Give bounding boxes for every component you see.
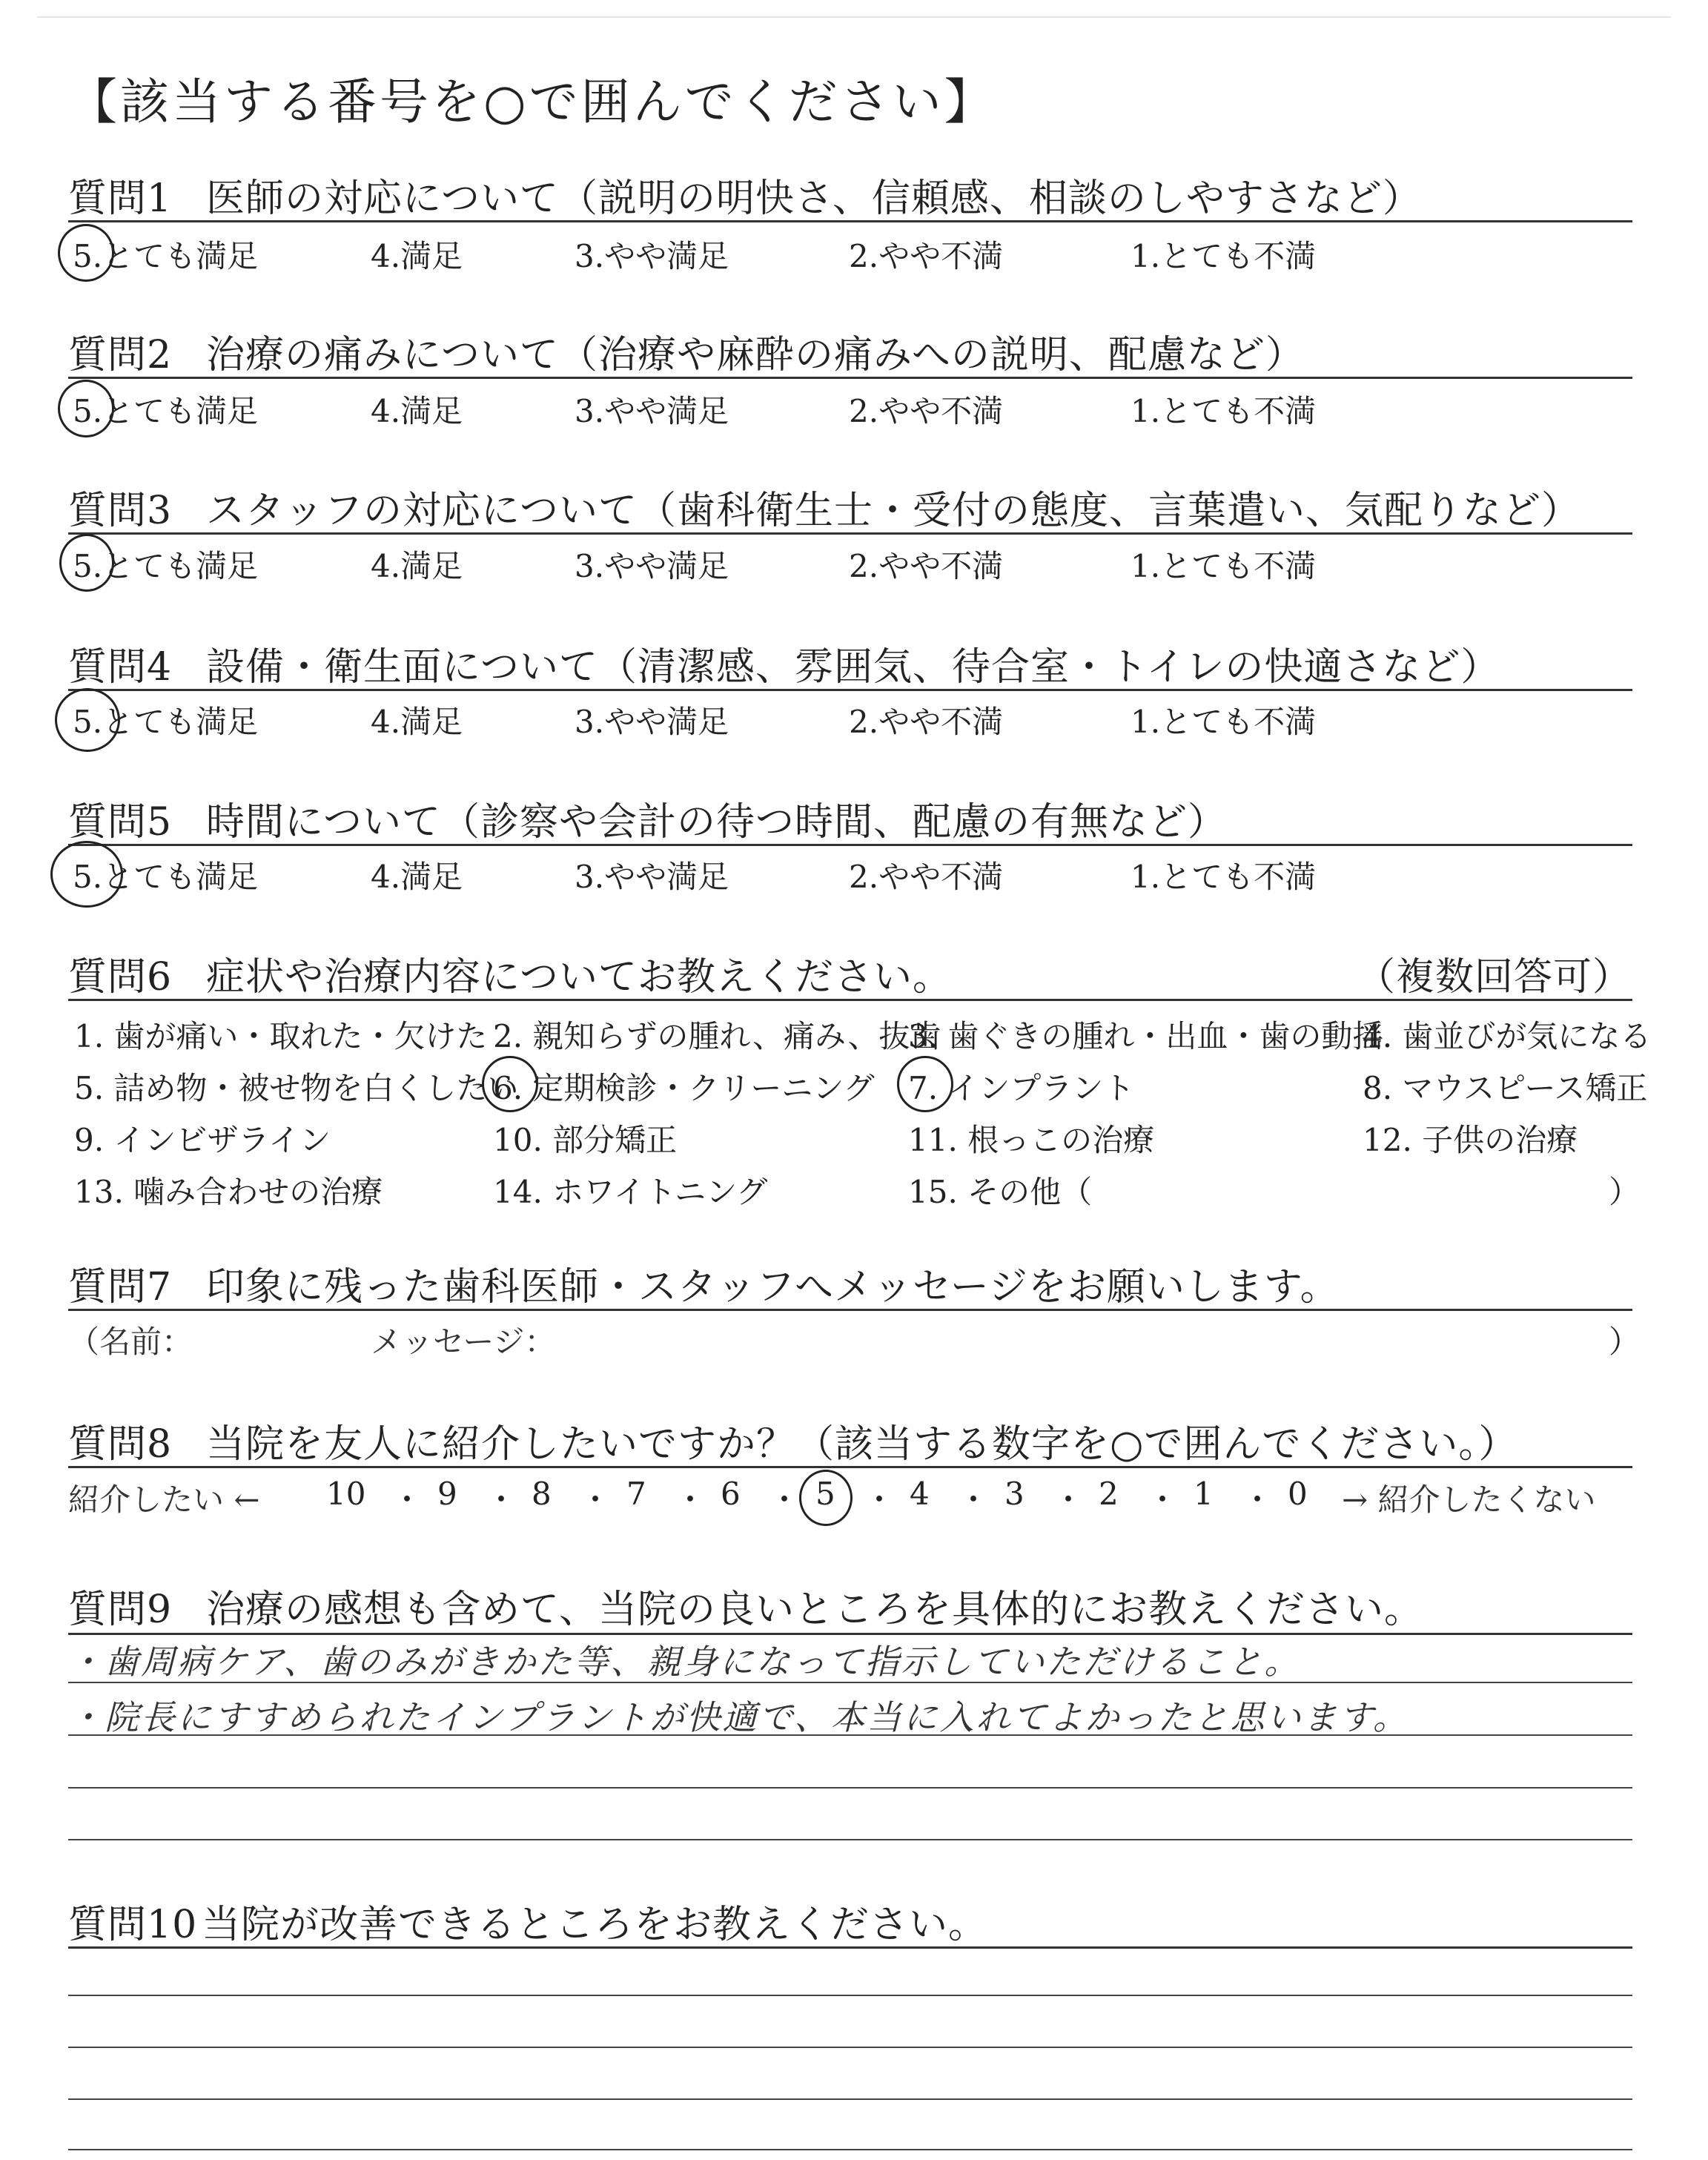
q4-option-4[interactable]: 4.満足 — [371, 704, 463, 740]
q6-label: 質問6 — [68, 955, 173, 1000]
q6-option-8[interactable]: 8. マウスピース矯正 — [1363, 1070, 1648, 1106]
q6-option-7[interactable]: 7. インプラント — [908, 1070, 1135, 1106]
q8-score-7[interactable]: 7 — [626, 1476, 646, 1512]
q4-option-2[interactable]: 2.やや不満 — [849, 704, 1004, 740]
q10-answer-rule-2 — [68, 2047, 1632, 2048]
q5-selected-circle — [50, 841, 123, 908]
q8-score-5[interactable]: 5 — [815, 1476, 835, 1512]
q6-option-6[interactable]: 6. 定期検診・クリーニング — [493, 1070, 875, 1106]
q5-rule — [68, 844, 1632, 846]
q10-rule — [68, 1946, 1632, 1949]
q5-option-5[interactable]: 5.とても満足 — [73, 859, 259, 895]
q3-option-3[interactable]: 3.やや満足 — [575, 548, 729, 584]
q2-selected-circle — [58, 380, 114, 437]
q8-separator: ・ — [1147, 1482, 1179, 1518]
q6-option-4[interactable]: 4. 歯並びが気になる — [1363, 1018, 1652, 1054]
q3-label: 質問3 — [68, 489, 173, 533]
q6-text: 症状や治療内容についてお教えください。 — [206, 955, 952, 1000]
q9-text: 治療の感想も含めて、当院の良いところを具体的にお教えください。 — [206, 1588, 1423, 1632]
q3-option-1[interactable]: 1.とても不満 — [1131, 548, 1317, 584]
q10-answer-rule-1 — [68, 1995, 1632, 1996]
q8-score-0[interactable]: 0 — [1288, 1476, 1308, 1512]
q8-rule — [68, 1466, 1632, 1468]
q8-text: 当院を友人に紹介したいですか？（該当する数字を○で囲んでください。） — [206, 1422, 1518, 1467]
q10-answer-rule-3 — [68, 2098, 1632, 2100]
q7-text: 印象に残った歯科医師・スタッフへメッセージをお願いします。 — [206, 1265, 1340, 1309]
q6-option-11[interactable]: 11. 根っこの治療 — [908, 1122, 1155, 1158]
q8-label: 質問8 — [68, 1422, 173, 1467]
q3-selected-circle — [59, 534, 114, 592]
q6-option-2[interactable]: 2. 親知らずの腫れ、痛み、抜歯 — [493, 1018, 941, 1054]
q3-option-5[interactable]: 5.とても満足 — [73, 548, 259, 584]
q7-name-label: （名前： — [68, 1324, 193, 1360]
q3-option-4[interactable]: 4.満足 — [371, 548, 463, 584]
q8-left-label: 紹介したい ← — [68, 1482, 260, 1518]
q1-rule — [68, 220, 1632, 222]
q6-option-10[interactable]: 10. 部分矯正 — [493, 1122, 678, 1158]
q9-answer-rule-2 — [68, 1734, 1632, 1736]
q5-option-1[interactable]: 1.とても不満 — [1131, 859, 1317, 895]
q5-option-2[interactable]: 2.やや不満 — [849, 859, 1004, 895]
q9-answer-rule-1 — [68, 1682, 1632, 1683]
q8-score-10[interactable]: 10 — [326, 1476, 366, 1512]
q9-answer-rule-4 — [68, 1839, 1632, 1840]
q8-score-4[interactable]: 4 — [910, 1476, 930, 1512]
q6-option-15-close: ） — [1609, 1174, 1641, 1210]
q1-option-1[interactable]: 1.とても不満 — [1131, 238, 1317, 274]
q6-option-1[interactable]: 1. 歯が痛い・取れた・欠けた — [74, 1018, 488, 1054]
q7-message-label: メッセージ： — [371, 1324, 556, 1360]
q9-answer-rule-3 — [68, 1787, 1632, 1789]
q8-separator: ・ — [1242, 1482, 1274, 1518]
q9-answer-line-2: ・院長にすすめられたインプラントが快適で、本当に入れてよかったと思います。 — [68, 1697, 1409, 1737]
q8-separator: ・ — [769, 1482, 801, 1518]
q1-option-5[interactable]: 5.とても満足 — [73, 238, 259, 274]
q6-note: （複数回答可） — [1357, 955, 1632, 1000]
q3-text: スタッフの対応について（歯科衛生士・受付の態度、言葉遣い、気配りなど） — [206, 489, 1580, 533]
top-border — [37, 16, 1671, 18]
q4-text: 設備・衛生面について（清潔感、雰囲気、待合室・トイレの快適さなど） — [206, 645, 1500, 690]
q1-option-3[interactable]: 3.やや満足 — [575, 238, 729, 274]
q2-option-5[interactable]: 5.とても満足 — [73, 393, 259, 429]
q2-option-1[interactable]: 1.とても不満 — [1131, 393, 1317, 429]
q6-selected-circle-7 — [897, 1056, 953, 1112]
q8-right-label: → 紹介したくない — [1342, 1482, 1596, 1518]
q1-option-4[interactable]: 4.満足 — [371, 238, 463, 274]
q2-label: 質問2 — [68, 333, 173, 377]
q6-option-3[interactable]: 3. 歯ぐきの腫れ・出血・歯の動揺 — [908, 1018, 1384, 1054]
q8-separator: ・ — [486, 1482, 517, 1518]
q3-rule — [68, 532, 1632, 535]
q8-score-3[interactable]: 3 — [1004, 1476, 1025, 1512]
q8-score-2[interactable]: 2 — [1099, 1476, 1119, 1512]
q6-option-15[interactable]: 15. その他（ — [908, 1174, 1093, 1210]
q8-score-9[interactable]: 9 — [437, 1476, 457, 1512]
q8-selected-circle — [799, 1470, 853, 1526]
q4-selected-circle — [55, 688, 120, 752]
q5-text: 時間について（診察や会計の待つ時間、配慮の有無など） — [206, 800, 1227, 845]
q8-score-6[interactable]: 6 — [721, 1476, 741, 1512]
q6-option-12[interactable]: 12. 子供の治療 — [1363, 1122, 1578, 1158]
q2-rule — [68, 377, 1632, 379]
q6-option-13[interactable]: 13. 噛み合わせの治療 — [74, 1174, 383, 1210]
q8-separator: ・ — [675, 1482, 706, 1518]
q4-label: 質問4 — [68, 645, 173, 690]
q1-label: 質問1 — [68, 176, 173, 221]
q8-score-1[interactable]: 1 — [1194, 1476, 1214, 1512]
q6-selected-circle-6 — [482, 1056, 538, 1112]
q7-rule — [68, 1309, 1632, 1311]
q4-rule — [68, 689, 1632, 691]
q2-option-4[interactable]: 4.満足 — [371, 393, 463, 429]
q6-option-5[interactable]: 5. 詰め物・被せ物を白くしたい — [74, 1070, 519, 1106]
q3-option-2[interactable]: 2.やや不満 — [849, 548, 1004, 584]
q4-option-1[interactable]: 1.とても不満 — [1131, 704, 1317, 740]
q1-selected-circle — [58, 224, 114, 282]
q9-label: 質問9 — [68, 1588, 173, 1632]
q8-separator: ・ — [958, 1482, 990, 1518]
q2-option-3[interactable]: 3.やや満足 — [575, 393, 729, 429]
q1-text: 医師の対応について（説明の明快さ、信頼感、相談のしやすさなど） — [206, 176, 1422, 221]
q1-option-2[interactable]: 2.やや不満 — [849, 238, 1004, 274]
q8-separator: ・ — [580, 1482, 612, 1518]
q7-label: 質問7 — [68, 1265, 173, 1309]
q5-option-3[interactable]: 3.やや満足 — [575, 859, 729, 895]
q10-text: 当院が改善できるところをお教えください。 — [202, 1903, 988, 1947]
q4-option-5[interactable]: 5.とても満足 — [73, 704, 259, 740]
q2-text: 治療の痛みについて（治療や麻酔の痛みへの説明、配慮など） — [206, 333, 1305, 377]
q10-label: 質問10 — [68, 1903, 198, 1947]
q8-separator: ・ — [1053, 1482, 1085, 1518]
q6-option-9[interactable]: 9. インビザライン — [74, 1122, 331, 1158]
page-header: 【該当する番号を○で囲んでください】 — [68, 73, 996, 131]
q4-option-3[interactable]: 3.やや満足 — [575, 704, 729, 740]
q8-separator: ・ — [391, 1482, 423, 1518]
q8-separator: ・ — [864, 1482, 896, 1518]
q5-option-4[interactable]: 4.満足 — [371, 859, 463, 895]
q9-answer-line-1: ・歯周病ケア、歯のみがきかた等、親身になって指示していただけること。 — [68, 1642, 1301, 1682]
q6-option-14[interactable]: 14. ホワイトニング — [493, 1174, 768, 1210]
q6-rule — [68, 999, 1632, 1001]
q7-close-paren: ） — [1609, 1324, 1641, 1360]
q5-label: 質問5 — [68, 800, 173, 845]
q8-score-8[interactable]: 8 — [532, 1476, 552, 1512]
q2-option-2[interactable]: 2.やや不満 — [849, 393, 1004, 429]
q10-answer-rule-4 — [68, 2149, 1632, 2150]
